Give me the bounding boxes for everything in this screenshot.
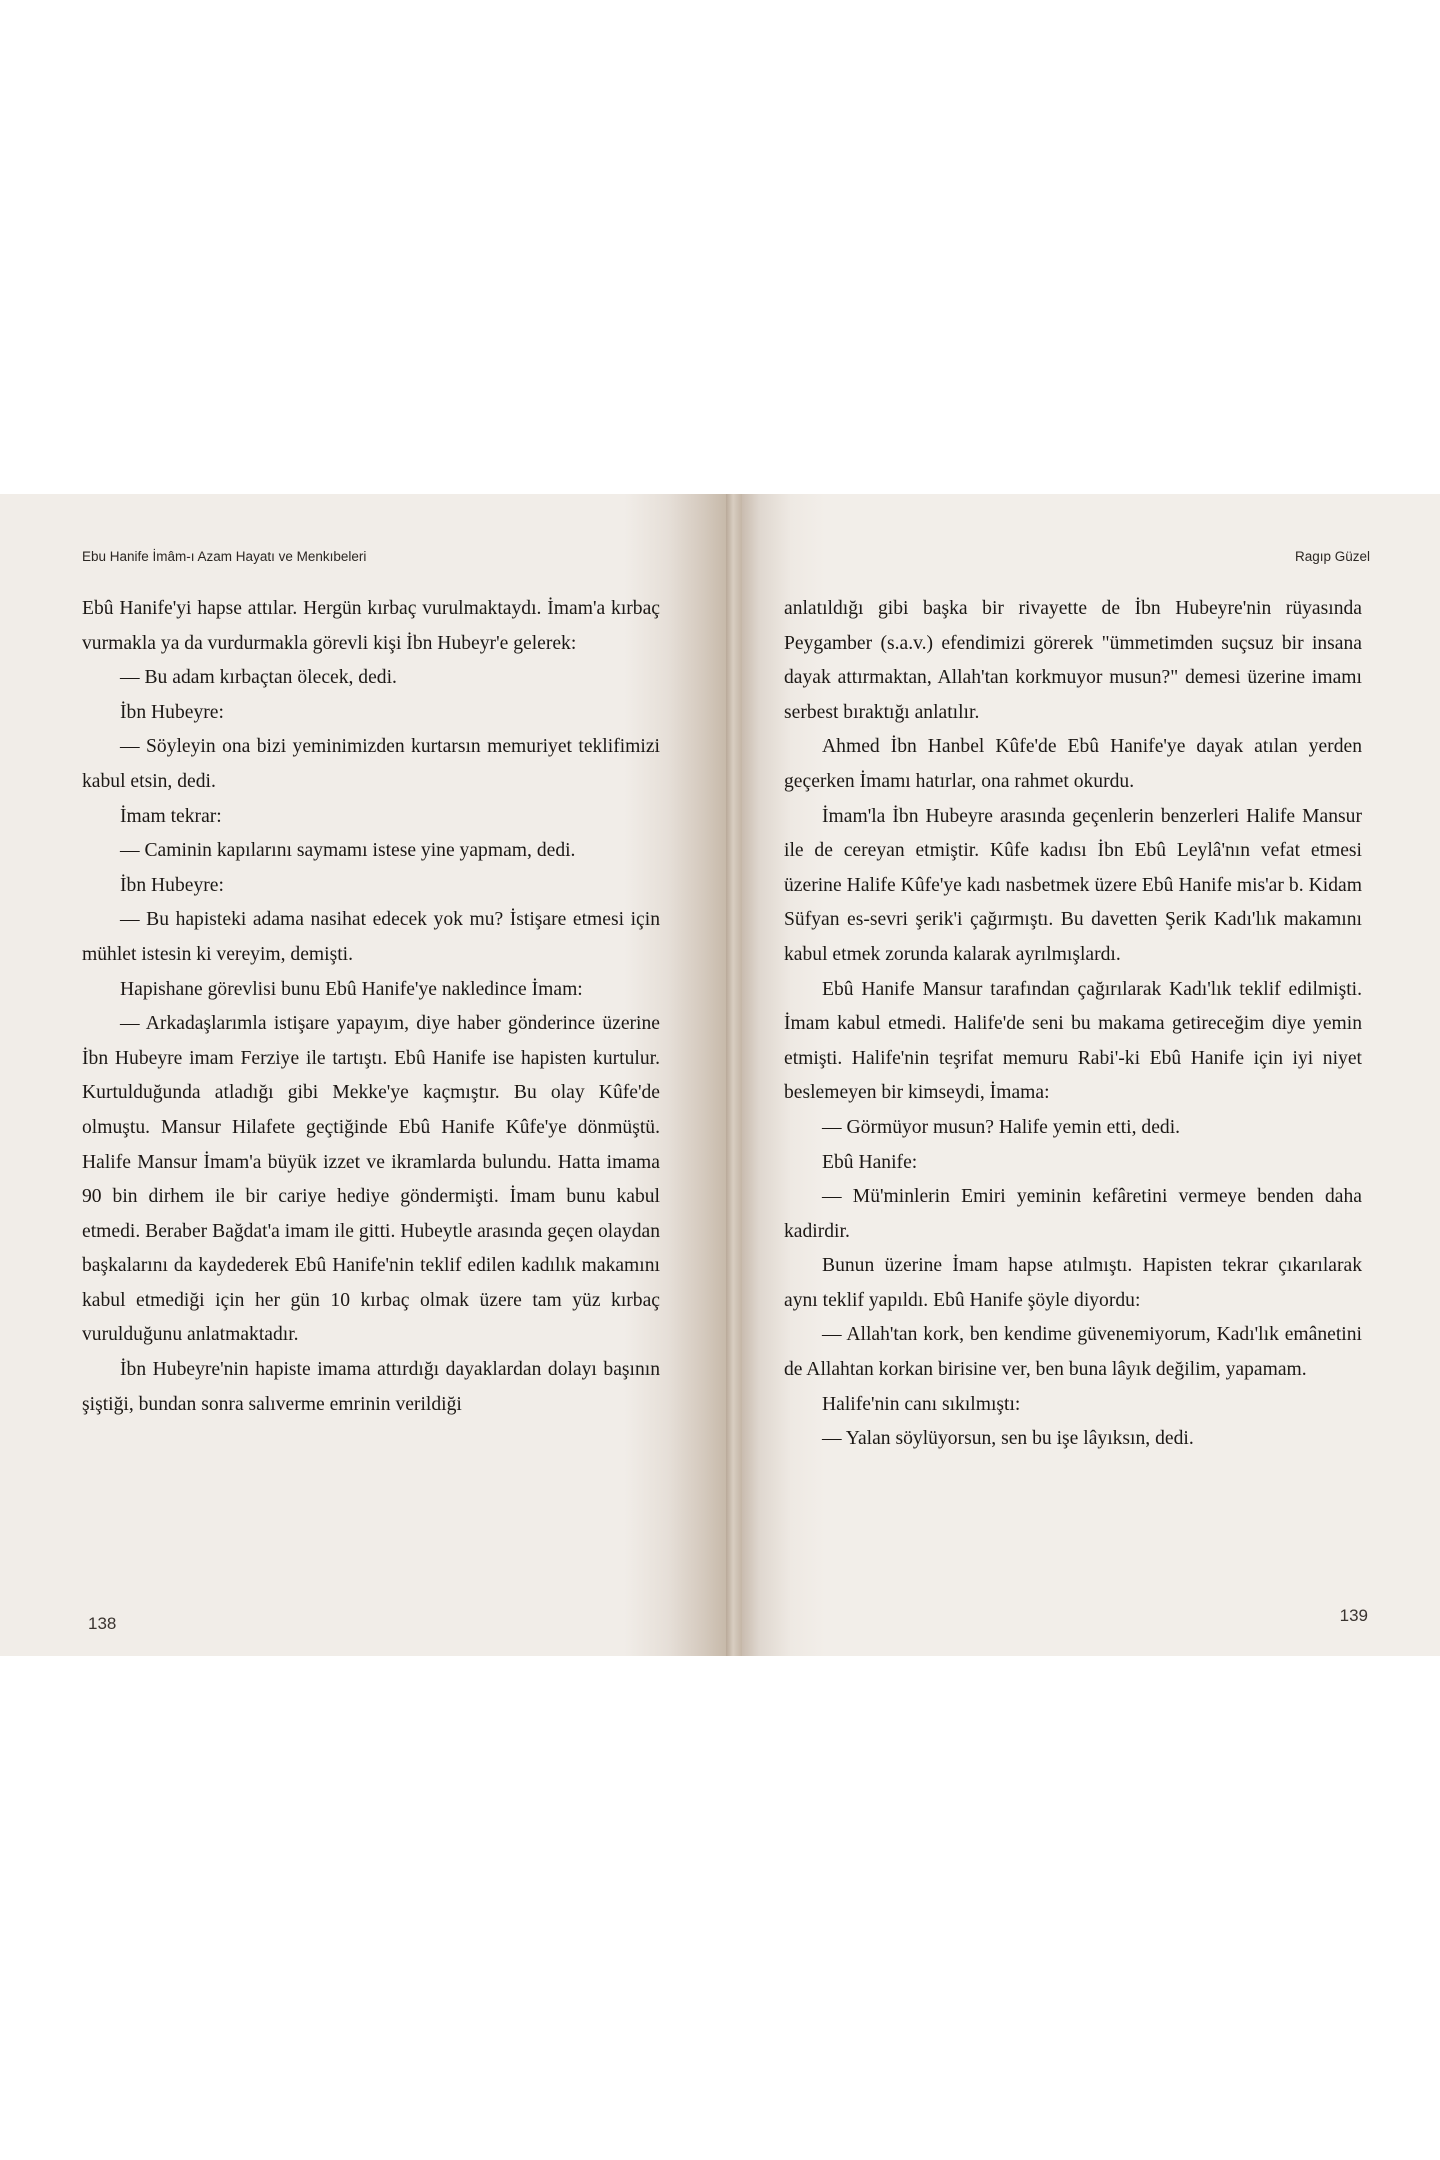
paragraph: Ahmed İbn Hanbel Kûfe'de Ebû Hanife'ye dayak atılan yerden geçerken İmamı hatırlar, ona rahmet okurdu. bbox=[784, 736, 1362, 792]
paragraph: İmam'la İbn Hubeyre arasında geçenlerin benzerleri Halife Mansur ile de cereyan etmiştir. Kûfe kadısı İbn Ebû Leylâ'nın vefat etmesi üzerine Halife Kûfe'ye kadı nasbetmek üzere Ebû Hanife mis'ar b. Kidam Süfyan es-sevri şerik'i çağırmıştı. Bu davetten Şerik Kadı'lık makamını kabul etmek zorunda kalarak ayrılmışlardı. bbox=[784, 805, 1362, 965]
paragraph: Ebû Hanife Mansur tarafından çağırılarak Kadı'lık teklif edilmişti. İmam kabul etmedi. Halife'de seni bu makama getireceğim diye yemin etmişti. Halife'nin teşrifat memuru Rabi'-ki Ebû Hanife için iyi niyet beslemeyen bir kimseydi, İmama: bbox=[784, 978, 1362, 1104]
paragraph: — Mü'minlerin Emiri yeminin kefâretini vermeye benden daha kadirdir. bbox=[784, 1186, 1362, 1242]
page-number-right: 139 bbox=[1339, 1606, 1368, 1625]
paragraph: İmam tekrar: bbox=[120, 805, 222, 827]
paragraph: — Allah'tan kork, ben kendime güvenemiyorum, Kadı'lık emânetini de Allahtan korkan birisine ver, ben buna lâyık değilim, yapamam. bbox=[784, 1324, 1362, 1381]
left-page-body bbox=[82, 592, 660, 1422]
paragraph: — Bu hapisteki adama nasihat edecek yok mu? İstişare etmesi için mühlet istesin ki vereyim, demişti. bbox=[82, 909, 660, 965]
paragraph: — Görmüyor musun? Halife yemin etti, dedi. bbox=[822, 1116, 1181, 1138]
left-page bbox=[0, 494, 726, 1656]
paragraph: Ebû Hanife: bbox=[822, 1151, 918, 1173]
paragraph: Halife'nin canı sıkılmıştı: bbox=[822, 1393, 1021, 1415]
right-page-body bbox=[784, 592, 1362, 1457]
paragraph: — Caminin kapılarını saymamı istese yine yapmam, dedi. bbox=[120, 840, 576, 862]
paragraph: Hapishane görevlisi bunu Ebû Hanife'ye nakledince İmam: bbox=[120, 978, 583, 1000]
page-number-left: 138 bbox=[88, 1614, 117, 1633]
paragraph: anlatıldığı gibi başka bir rivayette de İbn Hubeyre'nin rüyasında Peygamber (s.a.v.) efendimizi görerek "ümmetimden suçsuz bir insana dayak attırmaktan, Allah'tan korkmuyor musun?" demesi üzerine imamı serbest bıraktığı anlatılır. bbox=[784, 598, 1362, 723]
right-page bbox=[742, 494, 1440, 1656]
book-gutter bbox=[726, 494, 742, 1656]
running-head-right: Ragıp Güzel bbox=[1294, 549, 1370, 564]
paragraph: İbn Hubeyre'nin hapiste imama attırdığı dayaklardan dolayı başının şiştiği, bundan sonra salıverme emrinin verildiği bbox=[82, 1359, 660, 1415]
paragraph: Ebû Hanife'yi hapse attılar. Hergün kırbaç vurulmaktaydı. İmam'a kırbaç vurmakla ya da vurdurmakla görevli kişi İbn Hubeyr'e gelerek: bbox=[82, 598, 660, 654]
paragraph: — Söyleyin ona bizi yeminimizden kurtarsın memuriyet teklifimizi kabul etsin, dedi. bbox=[82, 736, 660, 792]
paragraph: — Arkadaşlarımla istişare yapayım, diye haber gönderince üzerine İbn Hubeyre imam Ferziye ile tartıştı. Ebû Hanife ise hapisten kurtulur. Kurtulduğunda atladığı gibi Mekke'ye kaçmıştır. Bu olay Kûfe'de olmuştu. Mansur Hilafete geçtiğinde Ebû Hanife Kûfe'ye dönmüştü. Halife Mansur İmam'a büyük izzet ve ikramlarda bulundu. Hatta imama 90 bin dirhem ile bir cariye hediye göndermişti. İmam bunu kabul etmedi. Beraber Bağdat'a imam ile gitti. Hubeytle arasında geçen olaydan başkalarını da kaydederek Ebû Hanife'nin teklif edilen kadılık makamını kabul etmediği için her gün 10 kırbaç olmak üzere tam yüz kırbaç vurulduğunu anlatmaktadır. bbox=[82, 1013, 660, 1346]
running-head-left: Ebu Hanife İmâm-ı Azam Hayatı ve Menkıbeleri bbox=[82, 549, 367, 564]
paragraph: — Bu adam kırbaçtan ölecek, dedi. bbox=[120, 667, 397, 689]
paragraph: Bunun üzerine İmam hapse atılmıştı. Hapisten tekrar çıkarılarak aynı teklif yapıldı. Ebû Hanife şöyle diyordu: bbox=[784, 1255, 1362, 1311]
book-spread bbox=[0, 494, 1440, 1656]
paragraph: İbn Hubeyre: bbox=[120, 874, 224, 896]
paragraph: İbn Hubeyre: bbox=[120, 701, 224, 723]
paragraph: — Yalan söylüyorsun, sen bu işe lâyıksın, dedi. bbox=[822, 1428, 1194, 1450]
